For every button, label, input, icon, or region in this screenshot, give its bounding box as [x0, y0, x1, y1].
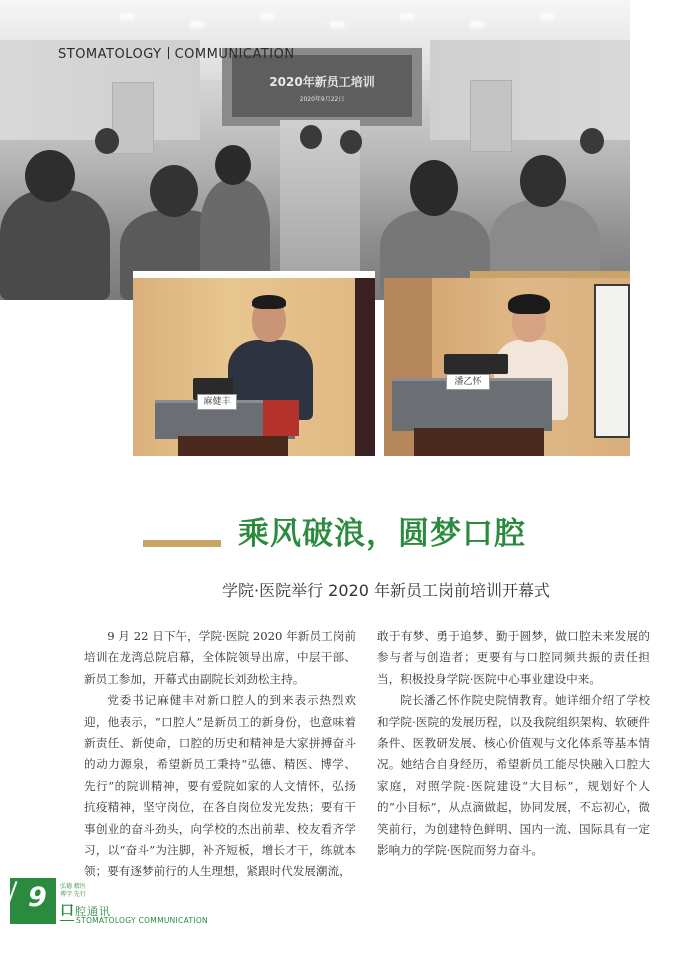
audience-member	[410, 160, 458, 216]
audience-member	[300, 125, 322, 149]
ceiling-light	[190, 22, 204, 27]
hero-projection-screen	[232, 55, 412, 117]
journal-header-part1: STOMATOLOGY	[58, 47, 162, 62]
podium-red-panel	[263, 400, 299, 436]
laptop	[444, 354, 508, 374]
article-column-right	[377, 626, 650, 861]
audience-member	[0, 190, 110, 300]
title-decoration-line	[143, 540, 221, 547]
article-subtitle: 学院·医院举行 2020 年新员工岗前培训开幕式	[222, 581, 550, 600]
ceiling-light	[540, 14, 554, 19]
journal-header-separator	[168, 47, 169, 59]
article-paragraph: 院长潘乙怀作院史院情教育。她详细介绍了学校和学院·医院的发展历程，以及我院组织架构、软硬件条件、医教研发展、核心价值观与文化体系等基本情况。她结合自身经历，希望新员工能尽快融入口腔大家庭，对照学院·医院建设“大目标”，规划好个人的“小目标”，从点滴做起，协同发展，不忘初心，微笑前行，为创建特色鲜明、国内一流、国际具有一定影响力的学院·医院而努力奋斗。	[377, 693, 650, 858]
article-column-left	[84, 626, 356, 883]
footer-magazine-rest: 腔通讯	[75, 905, 111, 918]
journal-header-part2: COMMUNICATION	[174, 47, 295, 62]
audience-member	[580, 128, 604, 154]
ceiling-light	[330, 22, 344, 27]
podium-base	[178, 436, 288, 456]
photo-left-top-border	[133, 271, 375, 278]
audience-member	[520, 155, 566, 207]
photo-right-gold-bar	[470, 271, 630, 278]
page-number: 9	[28, 882, 47, 913]
photo-side-display	[594, 284, 630, 438]
article-title: 乘风破浪，圆梦口腔	[238, 516, 526, 552]
audience-member	[215, 145, 251, 185]
footer-slogan-line2: 博学 先行	[60, 891, 86, 898]
article-paragraph: 敢于有梦、勇于追梦、勤于圆梦，做口腔未来发展的参与者与创造者；更要有与口腔同频共振的责任担当，积极投身学院·医院中心事业建设中来。	[377, 629, 650, 686]
article-paragraph: 9 月 22 日下午，学院·医院 2020 年新员工岗前培训在龙湾总院启幕，全体院领导出席，中层干部、新员工参加，开幕式由副院长刘劲松主持。	[84, 629, 356, 686]
hero-screen-title: 2020年新员工培训	[269, 75, 375, 89]
audience-member	[25, 150, 75, 202]
footer-slogan-line1: 弘德 精医	[60, 883, 86, 890]
hero-screen-subtitle: 2020年9月22日	[299, 96, 345, 103]
footer-slogan	[60, 883, 86, 899]
ceiling-light	[260, 14, 274, 19]
ceiling-light	[470, 22, 484, 27]
journal-header	[58, 47, 295, 62]
podium-base	[414, 428, 544, 456]
article-paragraph: 党委书记麻健丰对新口腔人的到来表示热烈欢迎，他表示，“口腔人”是新员工的新身份，也意味着新责任、新使命，口腔的历史和精神是大家拼搏奋斗的动力源泉，希望新员工秉持“弘德、精医、博学、先行”的院训精神，要有爱院如家的人文情怀，弘扬抗疫精神，坚守岗位，在各自岗位发光发热；要有干事创业的奋斗劲头，向学校的杰出前辈、校友看齐学习，以“奋斗”为注脚，补齐短板，增长才干，练就本领；要有逐梦前行的人生理想，紧跟时代发展潮流，	[84, 693, 356, 879]
photo-speaker-female	[384, 278, 630, 456]
footer-dash	[60, 920, 74, 921]
nameplate-left: 麻健丰	[197, 394, 237, 410]
photo-side-display	[355, 278, 375, 456]
speaker-hair	[252, 295, 286, 309]
audience-member	[340, 130, 362, 154]
ceiling-light	[120, 14, 134, 19]
footer-magazine-en-text: STOMATOLOGY COMMUNICATION	[76, 916, 208, 925]
footer-magazine-first-char: 口	[60, 903, 75, 919]
photo-speaker-male	[133, 278, 375, 456]
nameplate-right: 潘乙怀	[446, 374, 490, 390]
audience-member	[150, 165, 198, 217]
audience-member	[95, 128, 119, 154]
ceiling-light	[400, 14, 414, 19]
hero-photo-auditorium	[0, 0, 630, 300]
speaker-hair	[508, 294, 550, 314]
footer-magazine-english	[60, 916, 208, 925]
